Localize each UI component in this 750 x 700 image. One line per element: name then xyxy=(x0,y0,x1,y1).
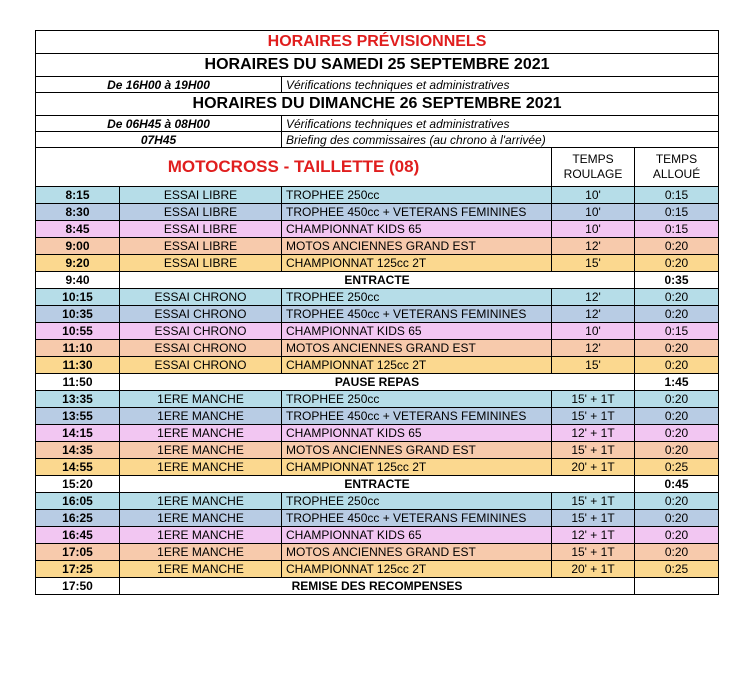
row-temps-alloue: 0:20 xyxy=(635,510,719,527)
schedule-sheet xyxy=(35,30,719,595)
table-row xyxy=(36,323,719,340)
table-row xyxy=(36,391,719,408)
row-category: CHAMPIONNAT 125cc 2T xyxy=(282,255,552,272)
row-time: 13:55 xyxy=(36,408,120,425)
row-temps-alloue: 0:20 xyxy=(635,357,719,374)
row-category: MOTOS ANCIENNES GRAND EST xyxy=(282,442,552,459)
sunday-title-row xyxy=(36,93,719,116)
row-temps-alloue: 0:20 xyxy=(635,425,719,442)
table-row xyxy=(36,561,719,578)
row-temps-alloue: 0:15 xyxy=(635,204,719,221)
row-temps-roulage: 12' xyxy=(552,340,635,357)
table-row xyxy=(36,527,719,544)
row-temps-alloue: 1:45 xyxy=(635,374,719,391)
row-temps-alloue: 0:20 xyxy=(635,340,719,357)
row-temps-alloue: 0:20 xyxy=(635,289,719,306)
row-time: 9:20 xyxy=(36,255,120,272)
saturday-title-row xyxy=(36,54,719,77)
break-row xyxy=(36,374,719,391)
table-row xyxy=(36,510,719,527)
row-temps-alloue: 0:20 xyxy=(635,442,719,459)
table-row xyxy=(36,357,719,374)
table-row xyxy=(36,187,719,204)
row-category: TROPHEE 450cc + VETERANS FEMININES xyxy=(282,408,552,425)
row-temps-roulage: 12' xyxy=(552,289,635,306)
row-session: 1ERE MANCHE xyxy=(120,510,282,527)
event-title: MOTOCROSS - TAILLETTE (08) xyxy=(36,148,552,187)
row-temps-roulage: 15' xyxy=(552,255,635,272)
table-row xyxy=(36,425,719,442)
row-temps-roulage: 10' xyxy=(552,323,635,340)
row-time: 11:50 xyxy=(36,374,120,391)
row-temps-alloue xyxy=(635,578,719,595)
break-label: REMISE DES RECOMPENSES xyxy=(120,578,635,595)
briefing-time: 07H45 xyxy=(36,132,282,148)
row-category: TROPHEE 250cc xyxy=(282,187,552,204)
row-time: 8:30 xyxy=(36,204,120,221)
row-session: 1ERE MANCHE xyxy=(120,425,282,442)
row-temps-alloue: 0:15 xyxy=(635,221,719,238)
row-category: CHAMPIONNAT KIDS 65 xyxy=(282,527,552,544)
row-time: 14:15 xyxy=(36,425,120,442)
break-label: ENTRACTE xyxy=(120,272,635,289)
row-temps-roulage: 12' xyxy=(552,306,635,323)
table-row xyxy=(36,459,719,476)
row-category: TROPHEE 250cc xyxy=(282,493,552,510)
row-temps-roulage: 15' + 1T xyxy=(552,493,635,510)
table-row xyxy=(36,408,719,425)
row-session: 1ERE MANCHE xyxy=(120,544,282,561)
row-time: 8:45 xyxy=(36,221,120,238)
col-temps-roulage: TEMPS ROULAGE xyxy=(552,148,635,187)
row-session: 1ERE MANCHE xyxy=(120,391,282,408)
row-temps-alloue: 0:45 xyxy=(635,476,719,493)
row-time: 13:35 xyxy=(36,391,120,408)
row-time: 14:55 xyxy=(36,459,120,476)
row-temps-alloue: 0:20 xyxy=(635,408,719,425)
table-row xyxy=(36,204,719,221)
row-time: 14:35 xyxy=(36,442,120,459)
saturday-time: De 16H00 à 19H00 xyxy=(36,77,282,93)
row-temps-alloue: 0:15 xyxy=(635,323,719,340)
row-temps-roulage: 12' + 1T xyxy=(552,425,635,442)
row-time: 10:35 xyxy=(36,306,120,323)
row-time: 16:45 xyxy=(36,527,120,544)
row-category: CHAMPIONNAT 125cc 2T xyxy=(282,561,552,578)
row-temps-alloue: 0:20 xyxy=(635,544,719,561)
row-category: TROPHEE 250cc xyxy=(282,289,552,306)
table-row xyxy=(36,221,719,238)
row-session: 1ERE MANCHE xyxy=(120,408,282,425)
row-temps-alloue: 0:20 xyxy=(635,306,719,323)
row-temps-alloue: 0:20 xyxy=(635,391,719,408)
break-row xyxy=(36,476,719,493)
row-session: ESSAI LIBRE xyxy=(120,221,282,238)
row-category: MOTOS ANCIENNES GRAND EST xyxy=(282,340,552,357)
row-category: CHAMPIONNAT 125cc 2T xyxy=(282,357,552,374)
row-temps-roulage: 10' xyxy=(552,187,635,204)
row-session: ESSAI CHRONO xyxy=(120,340,282,357)
row-session: 1ERE MANCHE xyxy=(120,459,282,476)
row-time: 8:15 xyxy=(36,187,120,204)
row-time: 17:05 xyxy=(36,544,120,561)
row-session: 1ERE MANCHE xyxy=(120,527,282,544)
briefing-row xyxy=(36,132,719,148)
row-time: 9:40 xyxy=(36,272,120,289)
sunday-desc: Vérifications techniques et administratives xyxy=(282,116,719,132)
table-row xyxy=(36,340,719,357)
row-session: ESSAI LIBRE xyxy=(120,255,282,272)
sunday-title: HORAIRES DU DIMANCHE 26 SEPTEMBRE 2021 xyxy=(36,93,719,116)
row-category: TROPHEE 450cc + VETERANS FEMININES xyxy=(282,306,552,323)
row-time: 16:05 xyxy=(36,493,120,510)
row-temps-alloue: 0:20 xyxy=(635,493,719,510)
row-temps-alloue: 0:25 xyxy=(635,561,719,578)
row-category: TROPHEE 450cc + VETERANS FEMININES xyxy=(282,204,552,221)
row-session: ESSAI CHRONO xyxy=(120,306,282,323)
break-label: ENTRACTE xyxy=(120,476,635,493)
row-time: 10:15 xyxy=(36,289,120,306)
row-time: 15:20 xyxy=(36,476,120,493)
table-row xyxy=(36,544,719,561)
row-time: 11:10 xyxy=(36,340,120,357)
row-temps-alloue: 0:20 xyxy=(635,527,719,544)
row-time: 17:25 xyxy=(36,561,120,578)
sunday-time: De 06H45 à 08H00 xyxy=(36,116,282,132)
table-row xyxy=(36,442,719,459)
row-session: 1ERE MANCHE xyxy=(120,493,282,510)
saturday-desc: Vérifications techniques et administratives xyxy=(282,77,719,93)
row-temps-alloue: 0:20 xyxy=(635,238,719,255)
row-session: ESSAI CHRONO xyxy=(120,357,282,374)
row-time: 9:00 xyxy=(36,238,120,255)
row-category: MOTOS ANCIENNES GRAND EST xyxy=(282,238,552,255)
table-row xyxy=(36,306,719,323)
row-category: TROPHEE 450cc + VETERANS FEMININES xyxy=(282,510,552,527)
row-session: ESSAI LIBRE xyxy=(120,187,282,204)
row-temps-roulage: 15' + 1T xyxy=(552,391,635,408)
row-temps-alloue: 0:35 xyxy=(635,272,719,289)
row-session: 1ERE MANCHE xyxy=(120,442,282,459)
row-temps-roulage: 15' xyxy=(552,357,635,374)
main-title-row xyxy=(36,31,719,54)
saturday-info-row xyxy=(36,77,719,93)
row-category: TROPHEE 250cc xyxy=(282,391,552,408)
break-row xyxy=(36,578,719,595)
briefing-desc: Briefing des commissaires (au chrono à l'arrivée) xyxy=(282,132,719,148)
col-temps-alloue: TEMPS ALLOUÉ xyxy=(635,148,719,187)
row-category: CHAMPIONNAT KIDS 65 xyxy=(282,323,552,340)
row-temps-roulage: 20' + 1T xyxy=(552,459,635,476)
row-temps-roulage: 15' + 1T xyxy=(552,442,635,459)
row-temps-alloue: 0:15 xyxy=(635,187,719,204)
row-temps-roulage: 12' + 1T xyxy=(552,527,635,544)
row-time: 17:50 xyxy=(36,578,120,595)
row-session: 1ERE MANCHE xyxy=(120,561,282,578)
row-session: ESSAI CHRONO xyxy=(120,289,282,306)
row-time: 10:55 xyxy=(36,323,120,340)
row-time: 16:25 xyxy=(36,510,120,527)
row-session: ESSAI CHRONO xyxy=(120,323,282,340)
table-row xyxy=(36,289,719,306)
row-category: CHAMPIONNAT 125cc 2T xyxy=(282,459,552,476)
row-temps-roulage: 15' + 1T xyxy=(552,510,635,527)
row-category: MOTOS ANCIENNES GRAND EST xyxy=(282,544,552,561)
table-row xyxy=(36,493,719,510)
row-category: CHAMPIONNAT KIDS 65 xyxy=(282,221,552,238)
row-session: ESSAI LIBRE xyxy=(120,238,282,255)
row-temps-alloue: 0:25 xyxy=(635,459,719,476)
row-temps-alloue: 0:20 xyxy=(635,255,719,272)
table-row xyxy=(36,238,719,255)
break-row xyxy=(36,272,719,289)
table-header-row xyxy=(36,148,719,187)
row-category: CHAMPIONNAT KIDS 65 xyxy=(282,425,552,442)
row-temps-roulage: 10' xyxy=(552,221,635,238)
main-title: HORAIRES PRÉVISIONNELS xyxy=(36,31,719,54)
row-temps-roulage: 10' xyxy=(552,204,635,221)
row-temps-roulage: 15' + 1T xyxy=(552,544,635,561)
row-time: 11:30 xyxy=(36,357,120,374)
row-temps-roulage: 15' + 1T xyxy=(552,408,635,425)
row-temps-roulage: 20' + 1T xyxy=(552,561,635,578)
sunday-info-row xyxy=(36,116,719,132)
saturday-title: HORAIRES DU SAMEDI 25 SEPTEMBRE 2021 xyxy=(36,54,719,77)
table-row xyxy=(36,255,719,272)
break-label: PAUSE REPAS xyxy=(120,374,635,391)
row-session: ESSAI LIBRE xyxy=(120,204,282,221)
row-temps-roulage: 12' xyxy=(552,238,635,255)
